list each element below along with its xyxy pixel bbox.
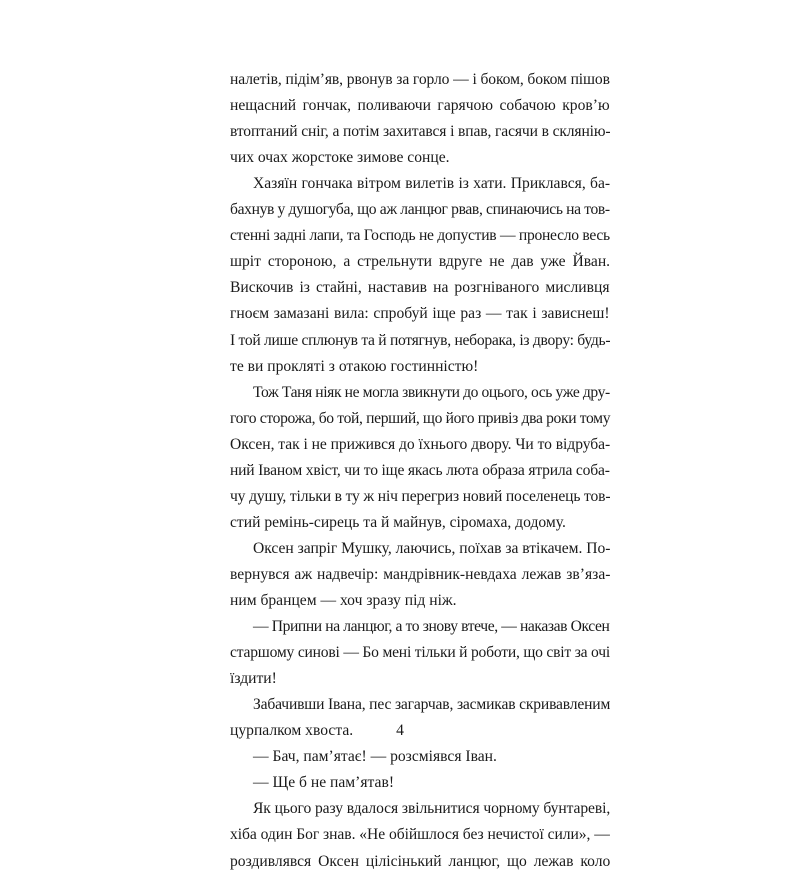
page-number: 4 xyxy=(396,722,404,739)
text-line: те ви прокляті з отакою гостинністю! xyxy=(230,357,479,375)
text-line: чу душу, тільки в ту ж ніч перегриз новий поселенець тов- xyxy=(230,487,611,505)
text-line: Як цього разу вдалося звільнитися чорному бунтареві, xyxy=(253,800,611,818)
text-line: ний Іваном хвіст, чи то іще якась люта образа ятрила соба- xyxy=(230,461,610,479)
text-line: налетів, підім’яв, рвонув за горло — і боком, боком пішов xyxy=(230,71,610,88)
text-line: Забачивши Івана, пес загарчав, засмикав скривавленим xyxy=(253,696,611,714)
text-line: І той лише сплюнув та й потягнув, неборака, із двору: будь- xyxy=(230,331,611,349)
text-line: нещасний гончак, поливаючи гарячою собачою кров’ю xyxy=(230,97,610,115)
text-line: Вискочив із стайні, наставив на розгніваного мисливця xyxy=(230,279,610,297)
text-line: стенні задні лапи, та Господь не допустив — пронесло весь xyxy=(230,227,610,245)
text-line: чих очах жорстоке зимове сонце. xyxy=(230,149,450,167)
text-line: Оксен, так і не прижився до їхнього двору. Чи то відруба- xyxy=(230,435,611,453)
text-line: хіба один Бог знав. «Не обійшлося без нечистої сили», — xyxy=(230,826,610,844)
text-line: ним бранцем — хоч зразу під ніж. xyxy=(230,592,457,609)
text-line: Оксен запріг Мушку, лаючись, поїхав за втікачем. По- xyxy=(253,539,611,557)
text-line: гноєм замазані вила: спробуй іще раз — так і зависнеш! xyxy=(230,305,610,323)
text-line: цурпалком хвоста. xyxy=(230,722,354,740)
text-line: вернувся аж надвечір: мандрівник-невдаха лежав зв’яза- xyxy=(230,565,611,583)
text-line: Тож Таня ніяк не могла звикнути до оцього, ось уже дру- xyxy=(253,383,610,401)
text-line: — Бач, пам’ятає! — розсміявся Іван. xyxy=(253,748,497,766)
text-line: втоптаний сніг, а потім захитався і впав, гасячи в склянію- xyxy=(230,123,611,141)
text-line: їздити! xyxy=(230,670,277,688)
text-line: — Ще б не пам’ятав! xyxy=(253,774,395,792)
text-line: роздивлявся Оксен цілісінький ланцюг, що лежав коло xyxy=(230,852,611,870)
text-line: Хазяїн гончака вітром вилетів із хати. Приклався, ба- xyxy=(253,175,611,193)
text-line: — Припни на ланцюг, а то знову втече, — наказав Оксен xyxy=(253,618,610,636)
text-line: стий ремінь-сирець та й майнув, сіромаха, додому. xyxy=(230,513,566,531)
text-line: бахнув у душогуба, що аж ланцюг рвав, спинаючись на тов- xyxy=(230,201,610,219)
text-line: гого сторожа, бо той, перший, що його привіз два роки тому xyxy=(230,409,611,427)
text-line: старшому синові — Бо мені тільки й роботи, що світ за очі xyxy=(230,644,610,662)
text-line: шріт стороною, а стрельнути вдруге не дав уже Йван. xyxy=(230,253,611,271)
